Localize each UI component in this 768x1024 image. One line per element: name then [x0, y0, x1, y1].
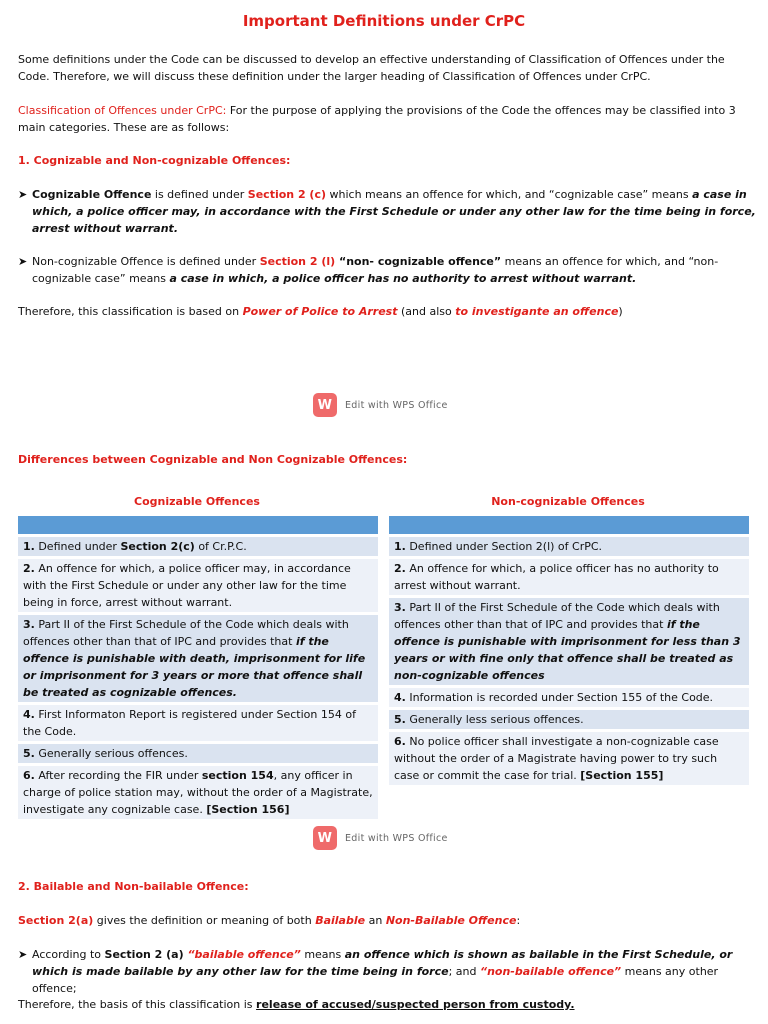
section-ref: Section 2 (l): [259, 255, 336, 268]
table-row: 5. Generally less serious offences.: [389, 710, 749, 729]
table-header-row: [18, 516, 378, 534]
bullet-bailable: ➤ According to Section 2 (a) “bailable offence” means an offence which is shown as bailable in the First Schedule, or which is made bailable by any other law for the time being in force; and “non-bailable offence” means any other offence;: [18, 948, 733, 995]
wps-watermark[interactable]: [313, 393, 448, 417]
arrow-bullet-icon: ➤: [18, 255, 28, 268]
table-row: 4. First Informaton Report is registered under Section 154 of the Code.: [18, 705, 378, 741]
arrow-bullet-icon: ➤: [18, 948, 28, 961]
bullet-cognizable: ➤ Cognizable Offence is defined under Section 2 (c) which means an offence for which, and “cognizable case” means a case in which, a police officer may, in accordance with the First Schedule or under any other law for the time being in force, arrest without warrant.: [18, 188, 756, 235]
wps-logo-icon: W: [313, 826, 337, 850]
table-row: 6. After recording the FIR under section 154, any officer in charge of police station may, without the order of a Magistrate, investigate any cognizable case. [Section 156]: [18, 766, 378, 819]
intro-paragraph: Some definitions under the Code can be discussed to develop an effective understanding of Classification of Offences under the Code. Therefore, we will discuss these definition under the larger heading of Classification of Offences under CrPC.: [18, 53, 725, 83]
classification-paragraph: [18, 102, 753, 136]
section2a-paragraph: Section 2(a) gives the definition or meaning of both Bailable an Non-Bailable Offence:: [18, 914, 521, 927]
bullet-non-cognizable: ➤ Non-cognizable Offence is defined under Section 2 (l) “non- cognizable offence” means an offence for which, and “non- cognizable case” means a case in which, a police officer has no authority to arrest without warrant.: [18, 255, 719, 285]
term-cognizable: Cognizable Offence: [32, 188, 152, 201]
table-row: 3. Part II of the First Schedule of the Code which deals with offences other than that of IPC and provides that if the offence is punishable with death, imprisonment for life or imprisonment for 3 years or more that offence shall be treated as cognizable offences.: [18, 615, 378, 702]
wps-label: Edit with WPS Office: [345, 832, 448, 844]
section1-heading: 1. Cognizable and Non-cognizable Offences:: [18, 154, 291, 167]
section-ref: Section 2 (c): [247, 188, 327, 201]
page-title: Important Definitions under CrPC: [242, 12, 526, 30]
section2-heading: 2. Bailable and Non-bailable Offence:: [18, 880, 249, 893]
table-row: 6. No police officer shall investigate a non-cognizable case without the order of a Magistrate having power to try such case or commit the case for trial. [Section 155]: [389, 732, 749, 785]
table-cognizable: [18, 513, 378, 822]
wps-watermark[interactable]: [313, 826, 448, 850]
table-row: 1. Defined under Section 2(l) of CrPC.: [389, 537, 749, 556]
differences-heading: Differences between Cognizable and Non Cognizable Offences:: [18, 453, 408, 466]
classification-text: For the purpose of applying the provisions of the Code the offences may be classified into 3 main categories. These are as follows:: [18, 104, 736, 134]
table-row: 5. Generally serious offences.: [18, 744, 378, 763]
therefore-paragraph-2: Therefore, the basis of this classification is release of accused/suspected person from custody.: [18, 998, 575, 1011]
classification-label: Classification of Offences under CrPC:: [18, 104, 227, 117]
table-header-row: [389, 516, 749, 534]
table-row: 1. Defined under Section 2(c) of Cr.P.C.: [18, 537, 378, 556]
table-row: 2. An offence for which, a police officer has no authority to arrest without warrant.: [389, 559, 749, 595]
table-non-cognizable: [389, 513, 749, 788]
wps-logo-icon: W: [313, 393, 337, 417]
column-heading-non-cognizable: Non-cognizable Offences: [491, 495, 645, 508]
table-row: 3. Part II of the First Schedule of the Code which deals with offences other than that of IPC and provides that if the offence is punishable with imprisonment for less than 3 years or with fine only that offence shall be treated as non-cognizable offences: [389, 598, 749, 685]
wps-label: Edit with WPS Office: [345, 399, 448, 411]
therefore-paragraph-1: Therefore, this classification is based on Power of Police to Arrest (and also to investigante an offence): [18, 305, 623, 318]
table-row: 2. An offence for which, a police officer may, in accordance with the First Schedule or under any other law for the time being in force, arrest without warrant.: [18, 559, 378, 612]
arrow-bullet-icon: ➤: [18, 188, 28, 201]
column-heading-cognizable: Cognizable Offences: [134, 495, 260, 508]
table-row: 4. Information is recorded under Section 155 of the Code.: [389, 688, 749, 707]
